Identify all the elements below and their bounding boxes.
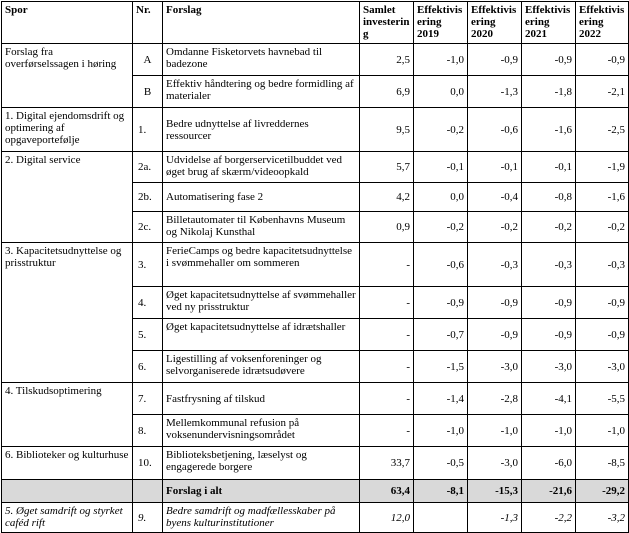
row-forslag: Bedre udnyttelse af livreddernes ressourcer (163, 108, 360, 152)
row-e2022: -0,9 (576, 319, 629, 351)
row-e2020: -0,1 (468, 152, 522, 183)
extra-e2022: -3,2 (576, 503, 629, 533)
group-cell: Forslag fra overførselssagen i høring (2, 44, 133, 108)
row-e2019: -1,4 (414, 383, 468, 415)
row-e2020: -1,3 (468, 76, 522, 108)
row-forslag: Omdanne Fisketorvets havnebad til badezone (163, 44, 360, 76)
row-e2021: -4,1 (522, 383, 576, 415)
row-e2022: -0,9 (576, 287, 629, 319)
table-row (2, 152, 629, 183)
extra-samlet: 12,0 (360, 503, 414, 533)
row-e2022: -0,3 (576, 243, 629, 287)
row-e2021: -0,3 (522, 243, 576, 287)
proposal-table (1, 1, 629, 533)
header-nr: Nr. (133, 2, 163, 44)
row-samlet: 6,9 (360, 76, 414, 108)
row-e2019: -0,7 (414, 319, 468, 351)
row-samlet: - (360, 351, 414, 383)
row-samlet: 2,5 (360, 44, 414, 76)
row-e2020: -1,0 (468, 415, 522, 447)
row-nr: 2a. (133, 152, 163, 183)
row-nr: 2c. (133, 212, 163, 243)
total-e2019: -8,1 (414, 480, 468, 503)
row-e2019: -0,2 (414, 108, 468, 152)
group-cell: 4. Tilskudsoptimering (2, 383, 133, 447)
extra-row (2, 503, 629, 533)
table-row (2, 44, 629, 76)
header-effektivisering-2022: Effektivisering 2022 (576, 2, 629, 44)
row-e2020: -0,6 (468, 108, 522, 152)
header-samlet-investering: Samlet investering (360, 2, 414, 44)
header-row (2, 2, 629, 44)
row-forslag: Biblioteksbetjening, læselyst og engagerede borgere (163, 447, 360, 480)
row-e2019: -0,1 (414, 152, 468, 183)
row-forslag: Automatisering fase 2 (163, 183, 360, 212)
row-e2022: -3,0 (576, 351, 629, 383)
row-forslag: FerieCamps og bedre kapacitetsudnyttelse i svømmehaller om sommeren (163, 243, 360, 287)
row-e2020: -0,2 (468, 212, 522, 243)
row-samlet: 4,2 (360, 183, 414, 212)
extra-e2019 (414, 503, 468, 533)
row-e2022: -0,9 (576, 44, 629, 76)
row-e2020: -0,4 (468, 183, 522, 212)
row-samlet: - (360, 287, 414, 319)
row-e2022: -0,2 (576, 212, 629, 243)
row-nr: 2b. (133, 183, 163, 212)
extra-nr: 9. (133, 503, 163, 533)
row-e2019: 0,0 (414, 183, 468, 212)
row-e2020: -0,3 (468, 243, 522, 287)
header-effektivisering-2019: Effektivisering 2019 (414, 2, 468, 44)
row-e2020: -0,9 (468, 287, 522, 319)
row-e2022: -1,6 (576, 183, 629, 212)
row-e2021: -1,8 (522, 76, 576, 108)
row-forslag: Mellemkommunal refusion på voksenundervisningsområdet (163, 415, 360, 447)
row-nr: 3. (133, 243, 163, 287)
row-nr: 4. (133, 287, 163, 319)
row-nr: 8. (133, 415, 163, 447)
row-e2019: -0,2 (414, 212, 468, 243)
row-e2021: -0,9 (522, 287, 576, 319)
row-e2022: -2,5 (576, 108, 629, 152)
header-forslag: Forslag (163, 2, 360, 44)
row-nr: 5. (133, 319, 163, 351)
row-e2021: -0,9 (522, 44, 576, 76)
row-samlet: - (360, 243, 414, 287)
table-row (2, 243, 629, 287)
row-e2020: -0,9 (468, 319, 522, 351)
row-e2022: -1,0 (576, 415, 629, 447)
extra-spor: 5. Øget samdrift og styrket caféd rift (2, 503, 133, 533)
row-e2020: -3,0 (468, 351, 522, 383)
row-e2021: -6,0 (522, 447, 576, 480)
row-e2021: -0,9 (522, 319, 576, 351)
row-e2022: -1,9 (576, 152, 629, 183)
row-samlet: 33,7 (360, 447, 414, 480)
row-e2020: -3,0 (468, 447, 522, 480)
row-e2019: -0,9 (414, 287, 468, 319)
row-forslag: Udvidelse af borgerservicetilbuddet ved øget brug af skærm/videoopkald (163, 152, 360, 183)
group-cell: 1. Digital ejendomsdrift og optimering af opgaveportefølje (2, 108, 133, 152)
row-e2019: -0,6 (414, 243, 468, 287)
row-e2019: -0,5 (414, 447, 468, 480)
row-nr: 6. (133, 351, 163, 383)
table-row (2, 447, 629, 480)
table-row (2, 108, 629, 152)
extra-e2020: -1,3 (468, 503, 522, 533)
row-e2020: -2,8 (468, 383, 522, 415)
row-samlet: 5,7 (360, 152, 414, 183)
row-e2021: -0,8 (522, 183, 576, 212)
row-forslag: Øget kapacitetsudnyttelse af idrætshaller (163, 319, 360, 351)
row-e2019: -1,0 (414, 44, 468, 76)
row-forslag: Effektiv håndtering og bedre formidling af materialer (163, 76, 360, 108)
header-effektivisering-2020: Effektivisering 2020 (468, 2, 522, 44)
total-e2022: -29,2 (576, 480, 629, 503)
group-cell: 2. Digital service (2, 152, 133, 243)
total-samlet: 63,4 (360, 480, 414, 503)
row-e2019: -1,0 (414, 415, 468, 447)
row-e2021: -1,0 (522, 415, 576, 447)
row-e2020: -0,9 (468, 44, 522, 76)
row-forslag: Billetautomater til Københavns Museum og Nikolaj Kunsthal (163, 212, 360, 243)
row-e2021: -0,2 (522, 212, 576, 243)
row-e2019: 0,0 (414, 76, 468, 108)
row-e2021: -1,6 (522, 108, 576, 152)
extra-forslag: Bedre samdrift og madfællesskaber på byens kulturinstitutioner (163, 503, 360, 533)
row-forslag: Fastfrysning af tilskud (163, 383, 360, 415)
row-nr: 1. (133, 108, 163, 152)
total-label: Forslag i alt (163, 480, 360, 503)
header-effektivisering-2021: Effektivisering 2021 (522, 2, 576, 44)
row-samlet: - (360, 415, 414, 447)
total-e2020: -15,3 (468, 480, 522, 503)
row-forslag: Ligestilling af voksenforeninger og selvorganiserede idrætsudøvere (163, 351, 360, 383)
total-e2021: -21,6 (522, 480, 576, 503)
group-cell: 6. Biblioteker og kulturhuse (2, 447, 133, 480)
row-e2022: -2,1 (576, 76, 629, 108)
extra-e2021: -2,2 (522, 503, 576, 533)
header-spor: Spor (2, 2, 133, 44)
row-e2022: -8,5 (576, 447, 629, 480)
row-e2021: -0,1 (522, 152, 576, 183)
row-nr: 7. (133, 383, 163, 415)
row-samlet: 0,9 (360, 212, 414, 243)
total-nr-cell (133, 480, 163, 503)
total-row (2, 480, 629, 503)
row-nr: A (133, 44, 163, 76)
row-e2021: -3,0 (522, 351, 576, 383)
group-cell: 3. Kapacitetsudnyttelse og prisstruktur (2, 243, 133, 383)
row-samlet: - (360, 383, 414, 415)
row-forslag: Øget kapacitetsudnyttelse af svømmehaller ved ny prisstruktur (163, 287, 360, 319)
total-spor-cell (2, 480, 133, 503)
row-samlet: - (360, 319, 414, 351)
row-samlet: 9,5 (360, 108, 414, 152)
row-e2019: -1,5 (414, 351, 468, 383)
row-e2022: -5,5 (576, 383, 629, 415)
table-row (2, 383, 629, 415)
row-nr: B (133, 76, 163, 108)
row-nr: 10. (133, 447, 163, 480)
